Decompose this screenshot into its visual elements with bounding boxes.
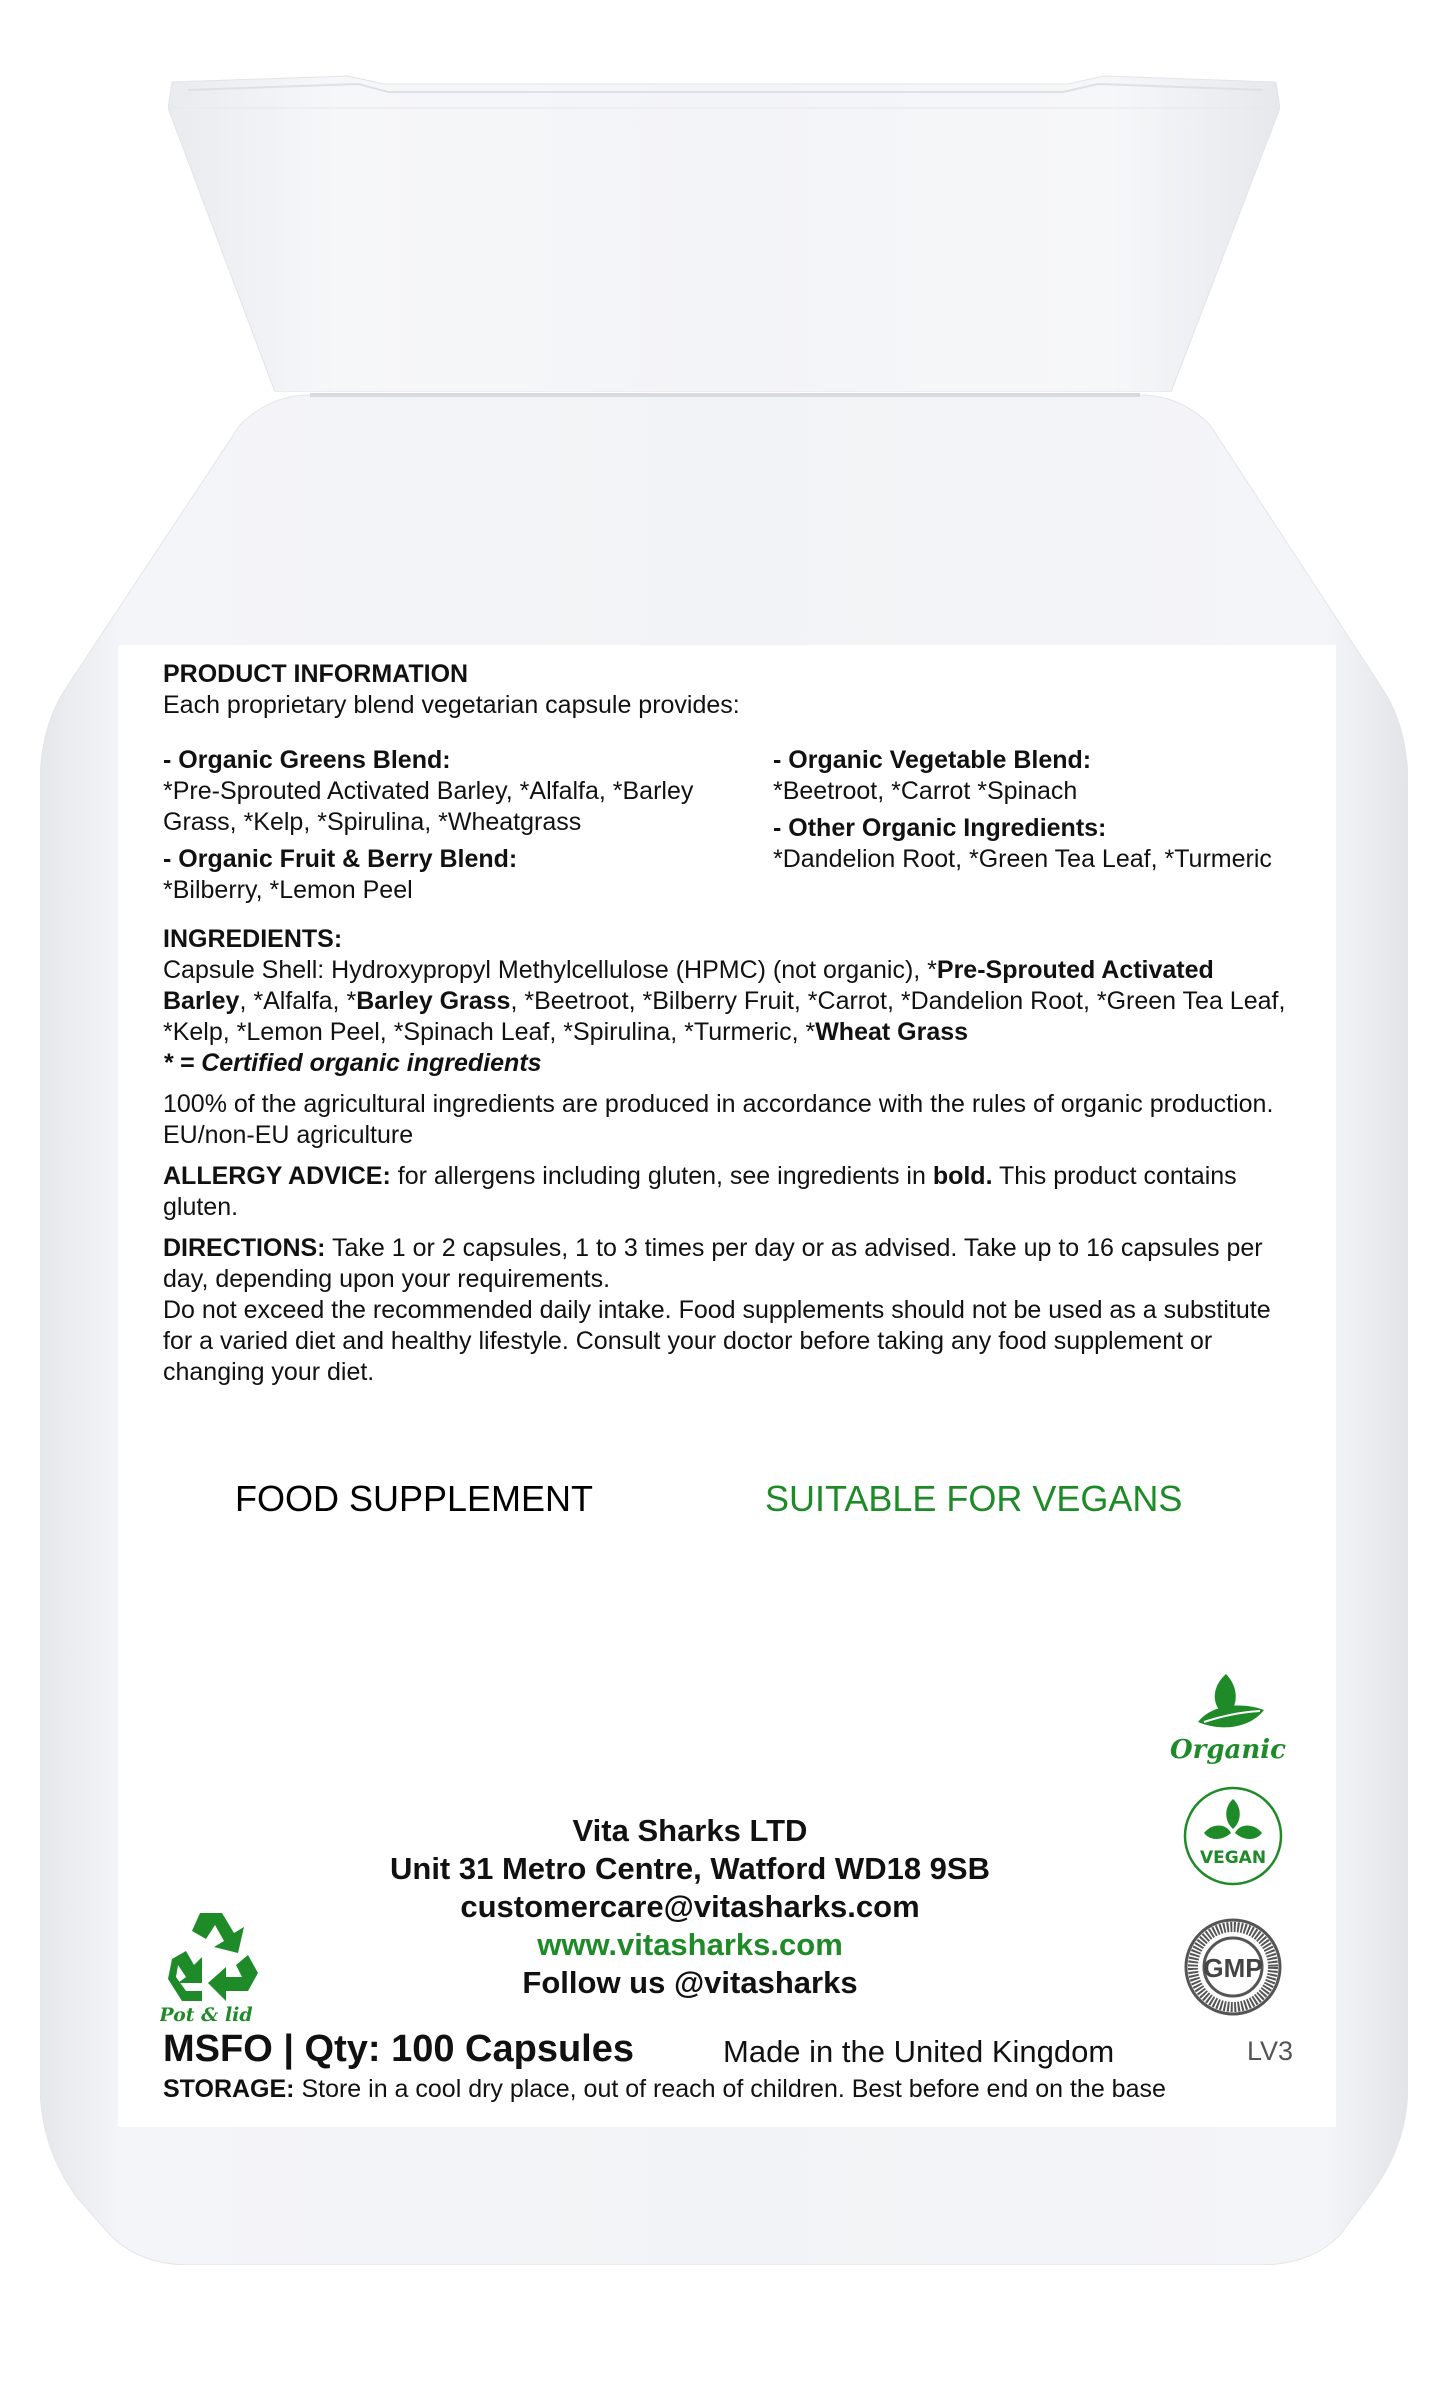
- blend-title: - Organic Fruit & Berry Blend:: [163, 845, 518, 873]
- organic-note: * = Certified organic ingredients: [163, 1049, 542, 1077]
- blend-title: - Other Organic Ingredients:: [773, 814, 1107, 842]
- allergy-label: ALLERGY ADVICE:: [163, 1162, 391, 1190]
- blend-items: *Bilberry, *Lemon Peel: [163, 876, 413, 904]
- product-information-intro: Each proprietary blend vegetarian capsule provides:: [163, 691, 740, 719]
- ingredients-heading: INGREDIENTS:: [163, 925, 343, 953]
- ingredient-text: , *Beetroot, *Bilberry Fruit, *Carrot, *Dandelion Root, *Green Tea Leaf, *Kelp, *Lemon Peel, *Spinach Leaf, *Spirulina, *Turmeric, *: [163, 987, 1286, 1046]
- organic-badge: [1168, 1670, 1288, 1770]
- ingredients-section: [163, 924, 1293, 1079]
- ingredient-text: , *Alfalfa, *: [239, 987, 357, 1015]
- label-text-block: [163, 659, 1293, 1388]
- svg-text:Organic: Organic: [1170, 1735, 1286, 1765]
- company-address: Unit 31 Metro Centre, Watford WD18 9SB: [390, 1851, 990, 1886]
- directions: [163, 1233, 1293, 1388]
- gmp-badge: [1183, 1917, 1283, 2017]
- vegan-leaf-icon: [1182, 1785, 1284, 1887]
- company-name: Vita Sharks LTD: [572, 1813, 808, 1848]
- footer-line: [163, 2028, 1293, 2072]
- allergy-bold-word: bold.: [932, 1162, 993, 1190]
- blend-items: *Dandelion Root, *Green Tea Leaf, *Turmeric: [773, 845, 1272, 873]
- gmp-seal-icon: [1183, 1917, 1283, 2017]
- leaf-icon: [1168, 1670, 1288, 1770]
- storage-label: STORAGE:: [163, 2075, 295, 2103]
- ingredient-allergen: Wheat Grass: [815, 1018, 969, 1046]
- vegan-claim: SUITABLE FOR VEGANS: [765, 1478, 1183, 1519]
- blend-items: *Pre-Sprouted Activated Barley, *Alfalfa, *Barley Grass, *Kelp, *Spirulina, *Wheatgrass: [163, 777, 694, 836]
- directions-warning: Do not exceed the recommended daily intake. Food supplements should not be used as a substitute for a varied diet and healthy lifestyle. Consult your doctor before taking any food supplement or changing your diet.: [163, 1296, 1271, 1386]
- allergy-text: This product contains gluten.: [163, 1162, 1237, 1221]
- made-in: Made in the United Kingdom: [723, 2034, 1115, 2069]
- svg-text:GMP: GMP: [1203, 1953, 1263, 1983]
- blend-title: - Organic Greens Blend:: [163, 746, 451, 774]
- ingredient-allergen: Barley Grass: [356, 987, 511, 1015]
- storage-text: Store in a cool dry place, out of reach of children. Best before end on the base: [294, 2075, 1166, 2103]
- company-social: Follow us @vitasharks: [522, 1965, 858, 2000]
- food-supplement-claim: FOOD SUPPLEMENT: [235, 1478, 594, 1519]
- blend-column-right: [773, 745, 1293, 912]
- product-information-heading: PRODUCT INFORMATION: [163, 660, 469, 688]
- organic-statement: 100% of the agricultural ingredients are produced in accordance with the rules of organic production. EU/non-EU agriculture: [163, 1090, 1274, 1149]
- ingredient-text: Capsule Shell: Hydroxypropyl Methylcellulose (HPMC) (not organic), *: [163, 956, 937, 984]
- blend-columns: [163, 745, 1293, 912]
- storage-info: [163, 2075, 1166, 2104]
- directions-body: Take 1 or 2 capsules, 1 to 3 times per day or as advised. Take up to 16 capsules per day, depending upon your requirements.: [163, 1234, 1263, 1293]
- company-website[interactable]: www.vitasharks.com: [537, 1927, 843, 1962]
- vegan-badge: [1182, 1785, 1284, 1887]
- product-code-quantity: MSFO | Qty: 100 Capsules: [163, 2028, 634, 2070]
- label-version: LV3: [1246, 2036, 1293, 2066]
- blend-title: - Organic Vegetable Blend:: [773, 746, 1092, 774]
- blend-column-left: [163, 745, 773, 912]
- directions-text: [163, 1233, 1293, 1295]
- company-email[interactable]: customercare@vitasharks.com: [460, 1889, 920, 1924]
- directions-label: DIRECTIONS:: [163, 1234, 326, 1262]
- recycle-icon: [160, 1905, 270, 2025]
- company-info: [300, 1812, 1080, 2002]
- svg-text:VEGAN: VEGAN: [1199, 1848, 1267, 1868]
- allergy-advice: [163, 1161, 1293, 1223]
- svg-text:Pot & lid: Pot & lid: [160, 2004, 253, 2025]
- blend-items: *Beetroot, *Carrot *Spinach: [773, 777, 1078, 805]
- bottle-cap: [168, 62, 1280, 392]
- recycle-badge: [160, 1905, 270, 2025]
- ingredient-allergen: Pre-Sprouted Activated Barley: [163, 956, 1214, 1015]
- allergy-text: for allergens including gluten, see ingredients in: [390, 1162, 933, 1190]
- ingredients-list: [163, 955, 1293, 1048]
